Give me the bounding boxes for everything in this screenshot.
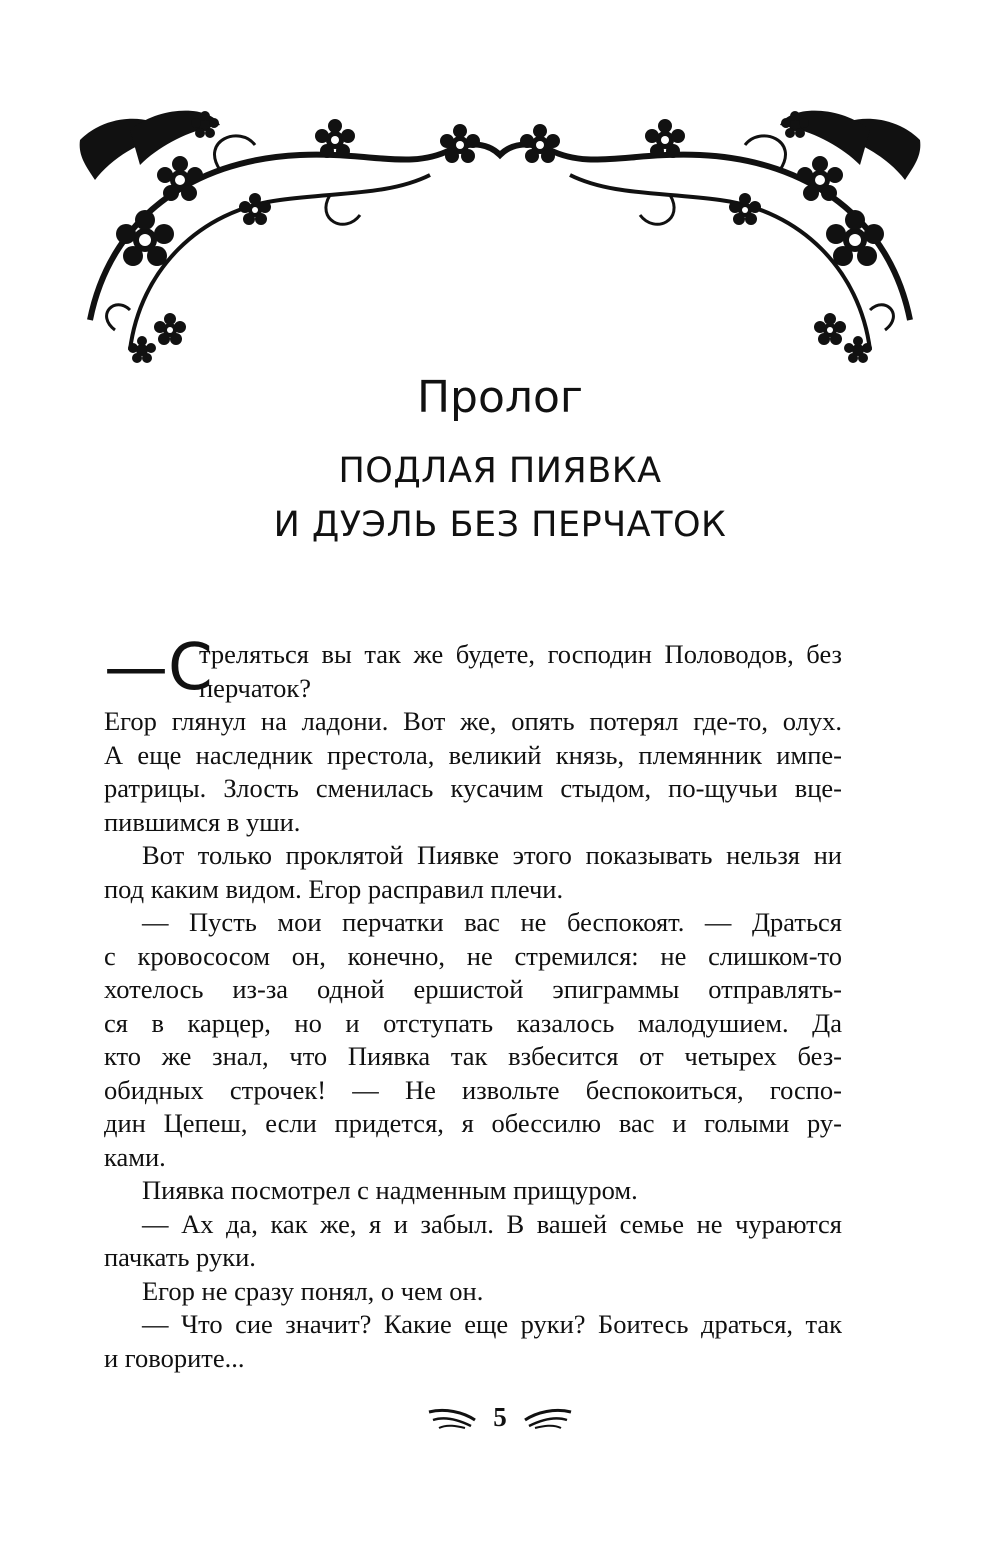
text-line: хотелось из-за одной ершистой эпиграммы отправлять-	[104, 974, 842, 1004]
text-line: Пиявка посмотрел с надменным прищуром.	[142, 1175, 638, 1205]
chapter-title-line-2: И ДУЭЛЬ БЕЗ ПЕРЧАТОК	[273, 505, 727, 545]
floral-header-ornament	[70, 100, 930, 370]
text-line: под каким видом. Егор расправил плечи.	[104, 873, 564, 904]
text-line: с кровососом он, конечно, не стремился: не слишком-то	[104, 940, 842, 971]
text-line: ратрицы. Злость сменилась кусачим стыдом, по-щучьи вце-	[104, 773, 842, 803]
text-line: дин Цепеш, если придется, я обессилю вас и голыми ру-	[104, 1108, 842, 1138]
prologue-title: Пролог	[416, 372, 584, 423]
page-number: 5	[493, 1402, 507, 1432]
text-line: — Ах да, как же, я и забыл. В вашей семье не чураются	[142, 1208, 842, 1239]
drop-cap: —С	[104, 631, 213, 705]
chapter-title-line-1: ПОДЛАЯ ПИЯВКА	[338, 451, 662, 491]
text-line: обидных строчек! — Не извольте беспокоиться, госпо-	[104, 1074, 842, 1105]
text-line: Егор не сразу понял, о чем он.	[142, 1275, 484, 1306]
left-flourish-icon	[425, 1406, 479, 1430]
text-line: ся в карцер, но и отступать казалось малодушием. Да	[104, 1007, 842, 1038]
text-line: пачкать руки.	[104, 1242, 256, 1272]
page-folio	[0, 1402, 1000, 1442]
text-line: А еще наследник престола, великий князь, племянник импе-	[104, 739, 842, 770]
right-flourish-icon	[521, 1406, 575, 1430]
text-line: Егор глянул на ладони. Вот же, опять потерял где-то, олух.	[104, 706, 842, 736]
text-line: треляться вы так же будете, господин Половодов, без	[199, 639, 842, 669]
chapter-title	[0, 444, 1000, 552]
text-line: кто же знал, что Пиявка так взбесится от четырех без-	[104, 1041, 842, 1071]
text-line: — Что сие значит? Какие еще руки? Боитесь драться, так	[142, 1309, 842, 1339]
text-line: ками.	[104, 1141, 166, 1172]
text-line: перчаток?	[199, 672, 312, 703]
text-line: Вот только проклятой Пиявке этого показывать нельзя ни	[142, 840, 842, 870]
text-line: — Пусть мои перчатки вас не беспокоят. — Драться	[142, 907, 842, 937]
text-line: и говорите...	[104, 1342, 245, 1373]
opening-paragraph	[104, 631, 842, 705]
prose-body	[104, 631, 842, 1375]
text-line: пившимся в уши.	[104, 806, 301, 837]
